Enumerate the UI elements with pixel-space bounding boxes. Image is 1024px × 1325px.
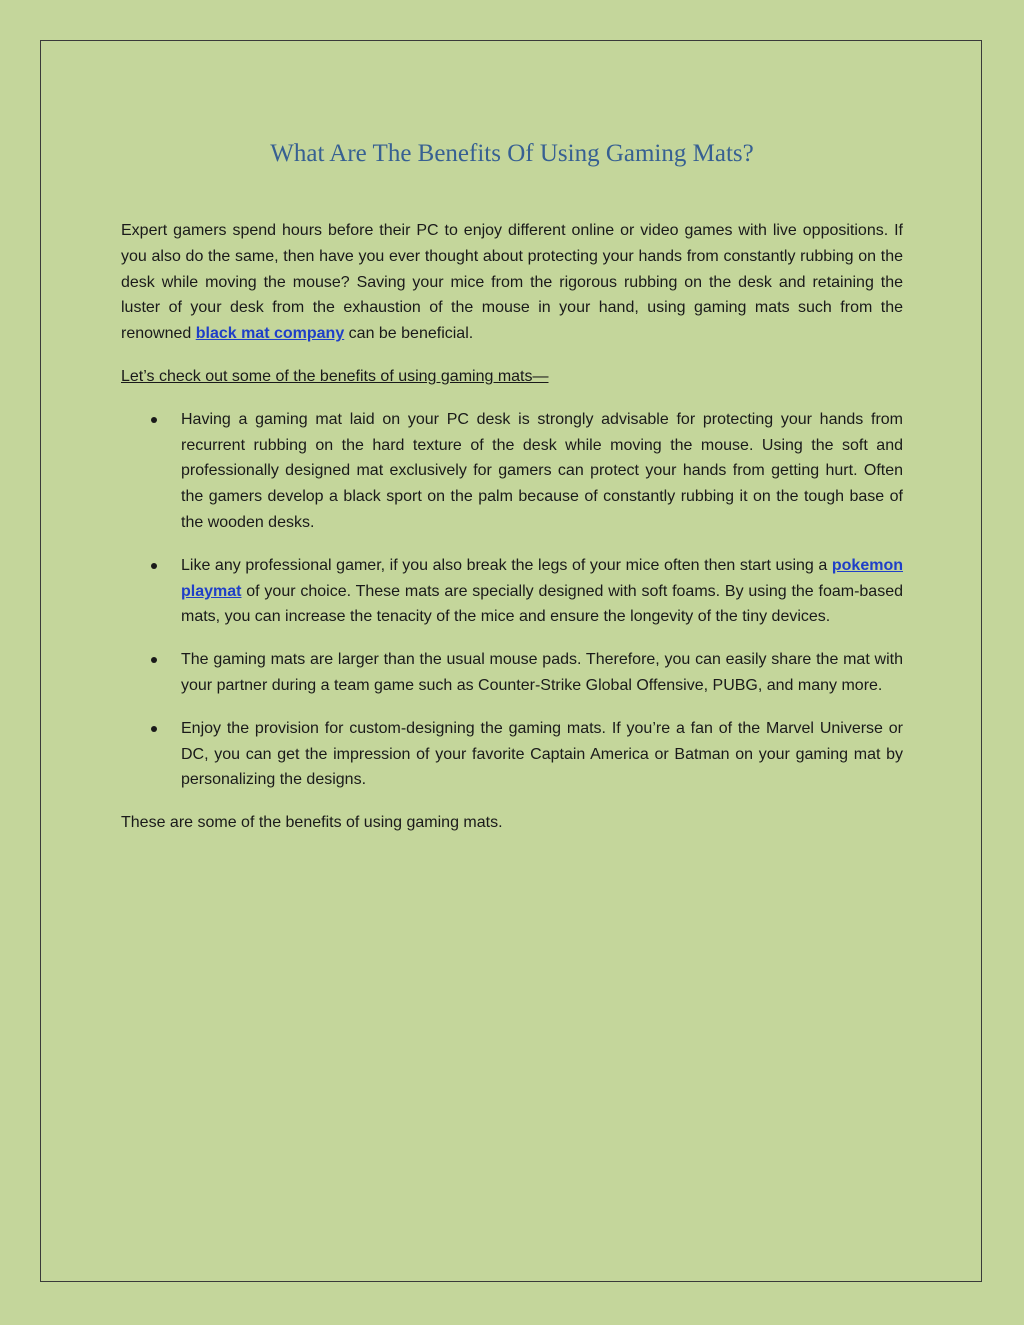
benefits-list (121, 407, 903, 793)
list-item-text: The gaming mats are larger than the usual mouse pads. Therefore, you can easily share the mat with your partner during a team game such as Counter-Strike Global Offensive, PUBG, and many more. (181, 651, 903, 694)
bullet-icon (151, 657, 157, 663)
list-item (121, 407, 903, 536)
closing-paragraph: These are some of the benefits of using gaming mats. (121, 814, 503, 832)
list-item-text (181, 553, 903, 630)
pokemon-playmat-link[interactable]: pokemon playmat (181, 556, 903, 600)
list-item-text-end: of your choice. These mats are specially designed with soft foams. By using the foam-based mats, you can increase the tenacity of the mice and ensure the longevity of the tiny devices. (181, 582, 903, 626)
document-body (121, 218, 903, 836)
intro-text-start: Expert gamers spend hours before their PC to enjoy different online or video games with live oppositions. If you also do the same, then have you ever thought about protecting your hands from constantly rubbing on the desk while moving the mouse? Saving your mice from the rigorous rubbing on the desk and retaining the luster of your desk from the exhaustion of the mouse in your hand, using gaming mats such from the renowned (121, 222, 903, 343)
bullet-icon (151, 726, 157, 732)
bullet-icon (151, 563, 157, 569)
list-item (121, 553, 903, 630)
list-item-text-start: Like any professional gamer, if you also break the legs of your mice often then start using a (181, 556, 832, 574)
bullet-icon (151, 417, 157, 423)
intro-text-end: can be beneficial. (344, 325, 474, 343)
list-item (121, 716, 903, 793)
page-title: What Are The Benefits Of Using Gaming Mats? (270, 140, 754, 167)
list-lead-in: Let’s check out some of the benefits of using gaming mats— (121, 367, 549, 385)
list-item (121, 647, 903, 699)
list-item-text: Enjoy the provision for custom-designing the gaming mats. If you’re a fan of the Marvel Universe or DC, you can get the impression of your favorite Captain America or Batman on your gaming mat by personalizing the designs. (181, 719, 903, 789)
list-item-text: Having a gaming mat laid on your PC desk is strongly advisable for protecting your hands from recurrent rubbing on the hard texture of the desk while moving the mouse. Using the soft and professionally designed mat exclusively for gamers can protect your hands from getting hurt. Often the gamers develop a black sport on the palm because of constantly rubbing it on the tough base of the wooden desks. (181, 410, 903, 531)
intro-paragraph (121, 218, 903, 347)
black-mat-company-link[interactable]: black mat company (195, 325, 345, 343)
